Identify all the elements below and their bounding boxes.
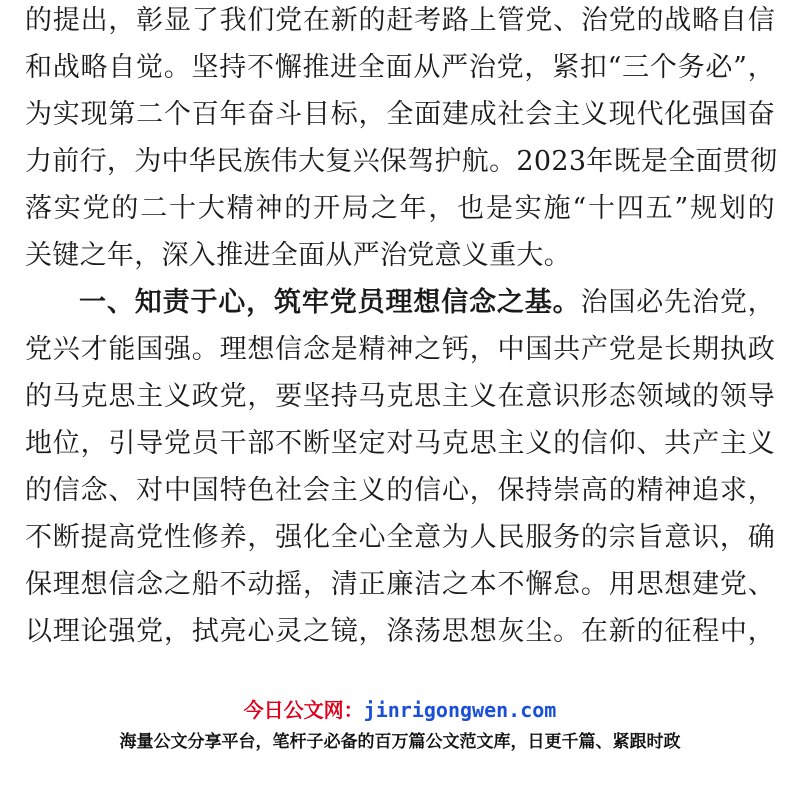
- paragraph-line: 力前行，为中华民族伟大复兴保驾护航。2023年既是全面贯彻: [25, 146, 778, 177]
- site-slogan: 海量公文分享平台，笔杆子必备的百万篇公文范文库，日更千篇、紧跟时政: [119, 732, 681, 752]
- paragraph-line: 党兴才能国强。理想信念是精神之钙，中国共产党是长期执政: [25, 334, 775, 365]
- paragraph-line: 为实现第二个百年奋斗目标，全面建成社会主义现代化强国奋: [25, 99, 775, 130]
- paragraph-line: 地位，引导党员干部不断坚定对马克思主义的信仰、共产主义: [25, 428, 775, 459]
- section-lead: 治国必先治党，: [580, 287, 775, 318]
- paragraph-line: 保理想信念之船不动摇，清正廉洁之本不懈怠。用思想建党、: [25, 569, 775, 600]
- paragraph-line: 不断提高党性修养，强化全心全意为人民服务的宗旨意识，确: [25, 522, 775, 553]
- site-footer: [0, 695, 800, 800]
- paragraph-line: 的提出，彰显了我们党在新的赶考路上管党、治党的战略自信: [25, 5, 775, 36]
- section-first-line: [79, 282, 775, 324]
- paragraph-line: 的信念、对中国特色社会主义的信心，保持崇高的精神追求，: [25, 475, 775, 506]
- paragraph-line: 关键之年，深入推进全面从严治党意义重大。: [25, 240, 571, 271]
- site-separator: ：: [343, 698, 364, 722]
- paragraph-line: 和战略自觉。坚持不懈推进全面从严治党，紧扣“三个务必”，: [25, 52, 775, 83]
- site-url-link[interactable]: jinrigongwen.com: [363, 698, 557, 722]
- paragraph-line: 的马克思主义政党，要坚持马克思主义在意识形态领域的领导: [25, 381, 775, 412]
- site-banner: [0, 695, 800, 725]
- site-name: 今日公文网: [243, 698, 344, 722]
- paragraph-line: 以理论强党，拭亮心灵之镜，涤荡思想灰尘。在新的征程中，: [25, 616, 775, 647]
- paragraph-line: 落实党的二十大精神的开局之年，也是实施“十四五”规划的: [25, 193, 775, 224]
- section-heading: 一、知责于心，筑牢党员理想信念之基。: [79, 287, 581, 318]
